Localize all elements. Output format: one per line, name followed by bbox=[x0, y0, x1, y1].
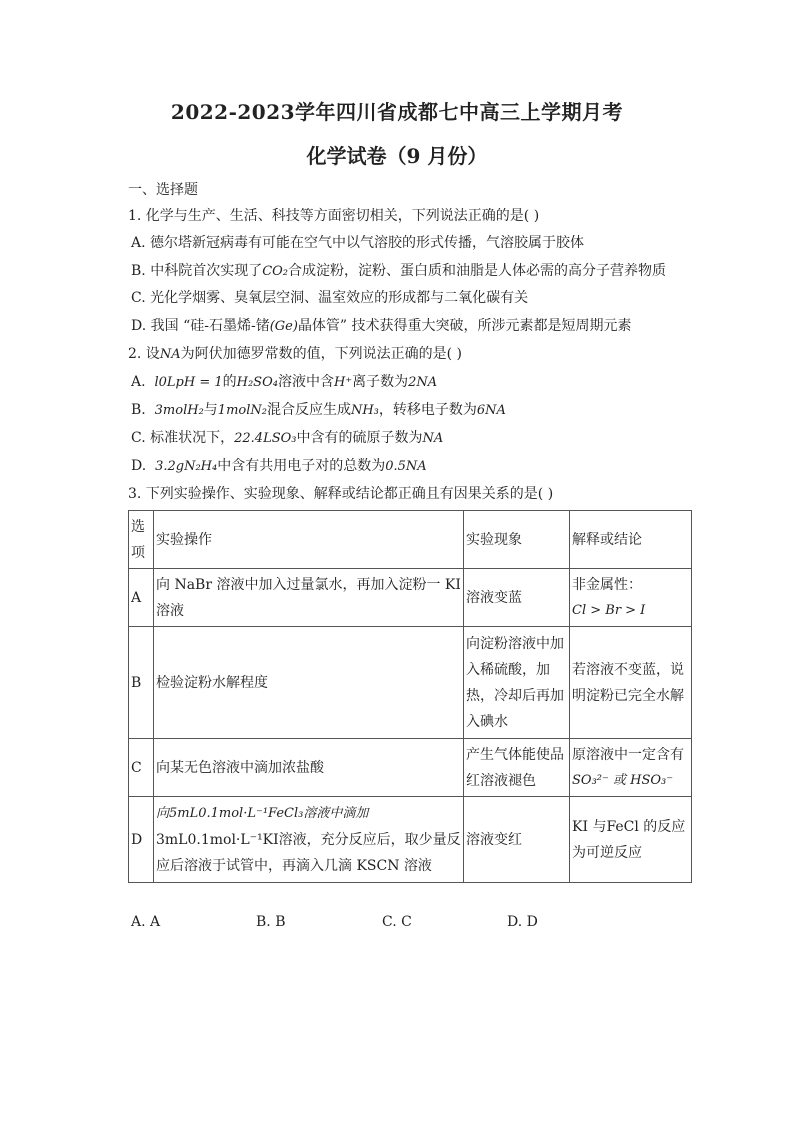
row-a-phenomenon: 溶液变蓝 bbox=[464, 569, 570, 627]
header-option: 选项 bbox=[129, 511, 154, 569]
q2-b-m2: 1molN₂ bbox=[217, 403, 267, 418]
q2-d-label: D. bbox=[131, 458, 147, 474]
q2-d-t1: 中含有共用电子对的总数为 bbox=[217, 458, 386, 474]
q1-d-text1: D. 我国 “硅-石墨烯-锗 bbox=[131, 318, 270, 334]
q1-d-formula: (Ge) bbox=[269, 319, 298, 334]
q2-a-m4: 2NA bbox=[408, 375, 438, 390]
row-c-conclusion bbox=[570, 739, 692, 797]
q1-option-b bbox=[131, 261, 666, 282]
q2-b-t2: 混合反应生成 bbox=[266, 402, 351, 418]
q2-a-t3: 离子数为 bbox=[352, 374, 409, 390]
table-row bbox=[129, 569, 692, 627]
table-row bbox=[129, 627, 692, 739]
q2-a-t1: 的 bbox=[222, 374, 237, 390]
row-a-con2: Cl > Br > I bbox=[572, 602, 646, 618]
table-header-row bbox=[129, 511, 692, 569]
row-c-option: C bbox=[129, 739, 154, 797]
q2-option-c bbox=[131, 428, 443, 449]
row-b-phenomenon: 向淀粉溶液中加入稀硫酸，加热，冷却后再加入碘水 bbox=[464, 627, 570, 739]
q1-b-formula: CO₂ bbox=[262, 264, 289, 279]
q2-stem-text1: 2. 设 bbox=[128, 346, 160, 362]
row-a-con1: 非金属性： bbox=[572, 576, 642, 593]
q2-b-label: B. bbox=[131, 402, 146, 418]
row-a-option: A bbox=[129, 569, 154, 627]
q2-c-m1: 22.4LSO₃ bbox=[234, 431, 297, 446]
row-d-op1: 向5mL0.1mol·L⁻¹FeCl₃溶液中滴加 bbox=[156, 805, 369, 821]
q1-d-text2: 晶体管” 技术获得重大突破，所涉元素都是短周期元素 bbox=[297, 318, 632, 334]
q1-b-text1: B. 中科院首次实现了 bbox=[131, 263, 263, 279]
q2-a-m3: H⁺ bbox=[333, 375, 353, 390]
answer-a: A. A bbox=[131, 914, 161, 930]
q2-d-m1: 3.2gN₂H₄ bbox=[155, 459, 218, 474]
q2-b-m4: 6NA bbox=[476, 403, 506, 418]
row-c-con2: SO₃²⁻ 或 HSO₃⁻ bbox=[572, 772, 674, 788]
q1-option-a: A. 德尔塔新冠病毒有可能在空气中以气溶胶的形式传播，气溶胶属于胶体 bbox=[131, 235, 585, 251]
exam-subtitle: 化学试卷（9 月份） bbox=[306, 144, 488, 168]
answer-c: C. C bbox=[382, 914, 412, 930]
q1-option-c: C. 光化学烟雾、臭氧层空洞、温室效应的形成都与二氧化碳有关 bbox=[131, 290, 529, 306]
answer-d: D. D bbox=[507, 914, 538, 930]
table-row bbox=[129, 739, 692, 797]
row-a-operation: 向 NaBr 溶液中加入过量氯水，再加入淀粉一 KI 溶液 bbox=[154, 569, 464, 627]
q2-a-label: A. bbox=[131, 374, 146, 390]
q2-c-t2: 中含有的硫原子数为 bbox=[296, 430, 423, 446]
row-d-phenomenon: 溶液变红 bbox=[464, 797, 570, 883]
q2-b-m1: 3molH₂ bbox=[154, 403, 204, 418]
row-c-operation: 向某无色溶液中滴加浓盐酸 bbox=[154, 739, 464, 797]
header-operation: 实验操作 bbox=[154, 511, 464, 569]
header-phenomenon: 实验现象 bbox=[464, 511, 570, 569]
row-d-operation bbox=[154, 797, 464, 883]
q1-stem: 1. 化学与生产、生活、科技等方面密切相关，下列说法正确的是( ) bbox=[128, 208, 540, 224]
q1-b-text2: 合成淀粉，淀粉、蛋白质和油脂是人体必需的高分子营养物质 bbox=[288, 263, 667, 279]
q1-option-d bbox=[131, 316, 632, 337]
table-row bbox=[129, 797, 692, 883]
row-d-conclusion: KI 与FeCl 的反应为可逆反应 bbox=[570, 797, 692, 883]
row-d-option: D bbox=[129, 797, 154, 883]
q2-stem-text2: 为阿伏加德罗常数的值，下列说法正确的是( ) bbox=[180, 346, 462, 362]
header-conclusion: 解释或结论 bbox=[570, 511, 692, 569]
row-d-op2: 3mL0.1mol·L⁻¹KI溶液，充分反应后，取少量反应后溶液于试管中，再滴入几滴 KSCN 溶液 bbox=[156, 831, 461, 874]
answer-b: B. B bbox=[256, 914, 286, 930]
exam-title: 2022-2023学年四川省成都七中高三上学期月考 bbox=[170, 100, 624, 124]
q2-option-a bbox=[131, 372, 437, 393]
row-b-option: B bbox=[129, 627, 154, 739]
q2-c-m2: NA bbox=[422, 431, 444, 446]
q2-a-m2: H₂SO₄ bbox=[236, 375, 278, 390]
experiment-table bbox=[128, 510, 692, 883]
q2-d-m2: 0.5NA bbox=[385, 459, 427, 474]
q2-b-t1: 与 bbox=[203, 402, 218, 418]
q2-option-b bbox=[131, 400, 506, 421]
q2-a-m1: l0LpH = 1 bbox=[154, 375, 223, 390]
q3-stem: 3. 下列实验操作、实验现象、解释或结论都正确且有因果关系的是( ) bbox=[128, 486, 554, 502]
q2-a-t2: 溶液中含 bbox=[277, 374, 334, 390]
q2-option-d bbox=[131, 456, 427, 477]
row-b-conclusion: 若溶液不变蓝，说明淀粉已完全水解 bbox=[570, 627, 692, 739]
row-a-conclusion bbox=[570, 569, 692, 627]
section-heading: 一、选择题 bbox=[128, 182, 198, 198]
q2-c-t1: C. 标准状况下， bbox=[131, 430, 235, 446]
row-b-operation: 检验淀粉水解程度 bbox=[154, 627, 464, 739]
q2-b-m3: NH₃ bbox=[350, 403, 379, 418]
q2-stem bbox=[128, 344, 462, 365]
row-c-con1: 原溶液中一定含有 bbox=[572, 746, 684, 763]
q2-b-t3: ，转移电子数为 bbox=[378, 402, 477, 418]
row-c-phenomenon: 产生气体能使品红溶液褪色 bbox=[464, 739, 570, 797]
q2-stem-na: NA bbox=[159, 347, 181, 362]
